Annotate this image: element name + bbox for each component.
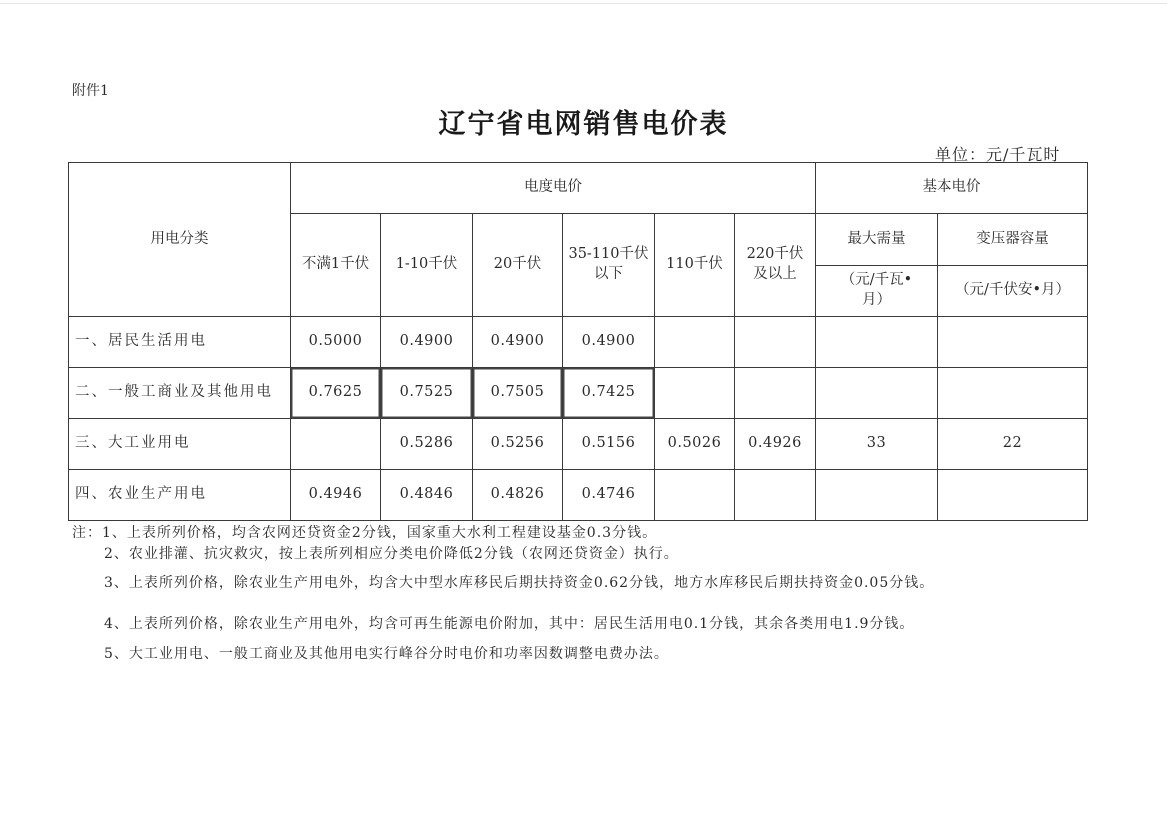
max-demand-cell xyxy=(816,470,938,521)
price-cell xyxy=(735,368,816,419)
price-cell: 0.4846 xyxy=(381,470,473,521)
unit-label: 单位：元/千瓦时 xyxy=(935,145,1061,164)
table-row xyxy=(69,419,1088,470)
price-cell xyxy=(735,470,816,521)
top-border-line xyxy=(0,3,1167,4)
note-4: 4、上表所列价格，除农业生产用电外，均含可再生能源电价附加，其中：居民生活用电0.1分钱，其余各类用电1.9分钱。 xyxy=(104,616,915,632)
table-row xyxy=(69,470,1088,521)
price-cell xyxy=(655,368,735,419)
row-category: 四、农业生产用电 xyxy=(69,470,291,521)
price-cell: 0.5256 xyxy=(473,419,563,470)
note-2: 2、农业排灌、抗灾救灾，按上表所列相应分类电价降低2分钱（农网还贷资金）执行。 xyxy=(104,546,679,562)
voltage-header: 35-110千伏以下 xyxy=(563,214,655,317)
price-cell: 0.5000 xyxy=(291,317,381,368)
max-demand-cell: 33 xyxy=(816,419,938,470)
document-title: 辽宁省电网销售电价表 xyxy=(438,109,729,140)
voltage-header: 20千伏 xyxy=(473,214,563,317)
transformer-cell xyxy=(938,368,1088,419)
note-3: 3、上表所列价格，除农业生产用电外，均含大中型水库移民后期扶持资金0.62分钱，地方水库移民后期扶持资金0.05分钱。 xyxy=(104,575,935,591)
max-demand-unit: （元/千瓦•月） xyxy=(816,266,938,317)
table-row xyxy=(69,317,1088,368)
voltage-header: 不满1千伏 xyxy=(291,214,381,317)
note-5: 5、大工业用电、一般工商业及其他用电实行峰谷分时电价和功率因数调整电费办法。 xyxy=(104,646,669,662)
attachment-label: 附件1 xyxy=(72,83,109,99)
price-cell xyxy=(655,470,735,521)
price-cell: 0.5286 xyxy=(381,419,473,470)
row-category: 二、一般工商业及其他用电 xyxy=(69,368,291,419)
price-cell: 0.4746 xyxy=(563,470,655,521)
energy-price-header: 电度电价 xyxy=(291,163,816,214)
price-cell: 0.4946 xyxy=(291,470,381,521)
price-cell: 0.4826 xyxy=(473,470,563,521)
price-cell xyxy=(735,317,816,368)
max-demand-header: 最大需量 xyxy=(816,214,938,266)
price-cell: 0.4900 xyxy=(563,317,655,368)
voltage-header: 220千伏及以上 xyxy=(735,214,816,317)
price-cell: 0.7525 xyxy=(381,368,473,419)
transformer-cell xyxy=(938,470,1088,521)
price-cell: 0.5026 xyxy=(655,419,735,470)
note-1: 注：1、上表所列价格，均含农网还贷资金2分钱，国家重大水利工程建设基金0.3分钱。 xyxy=(72,525,658,541)
transformer-capacity-unit: （元/千伏安•月） xyxy=(938,266,1088,317)
price-cell: 0.5156 xyxy=(563,419,655,470)
price-cell xyxy=(655,317,735,368)
transformer-cell: 22 xyxy=(938,419,1088,470)
row-category: 三、大工业用电 xyxy=(69,419,291,470)
max-demand-cell xyxy=(816,317,938,368)
transformer-cell xyxy=(938,317,1088,368)
price-cell: 0.4900 xyxy=(381,317,473,368)
price-cell: 0.7505 xyxy=(473,368,563,419)
price-cell: 0.4926 xyxy=(735,419,816,470)
price-cell: 0.7625 xyxy=(291,368,381,419)
table-row xyxy=(69,368,1088,419)
transformer-capacity-header: 变压器容量 xyxy=(938,214,1088,266)
electricity-price-table xyxy=(68,162,1088,521)
category-header: 用电分类 xyxy=(69,163,291,317)
price-cell: 0.4900 xyxy=(473,317,563,368)
voltage-header: 1-10千伏 xyxy=(381,214,473,317)
voltage-header: 110千伏 xyxy=(655,214,735,317)
max-demand-cell xyxy=(816,368,938,419)
price-cell: 0.7425 xyxy=(563,368,655,419)
price-cell xyxy=(291,419,381,470)
row-category: 一、居民生活用电 xyxy=(69,317,291,368)
basic-price-header: 基本电价 xyxy=(816,163,1088,214)
